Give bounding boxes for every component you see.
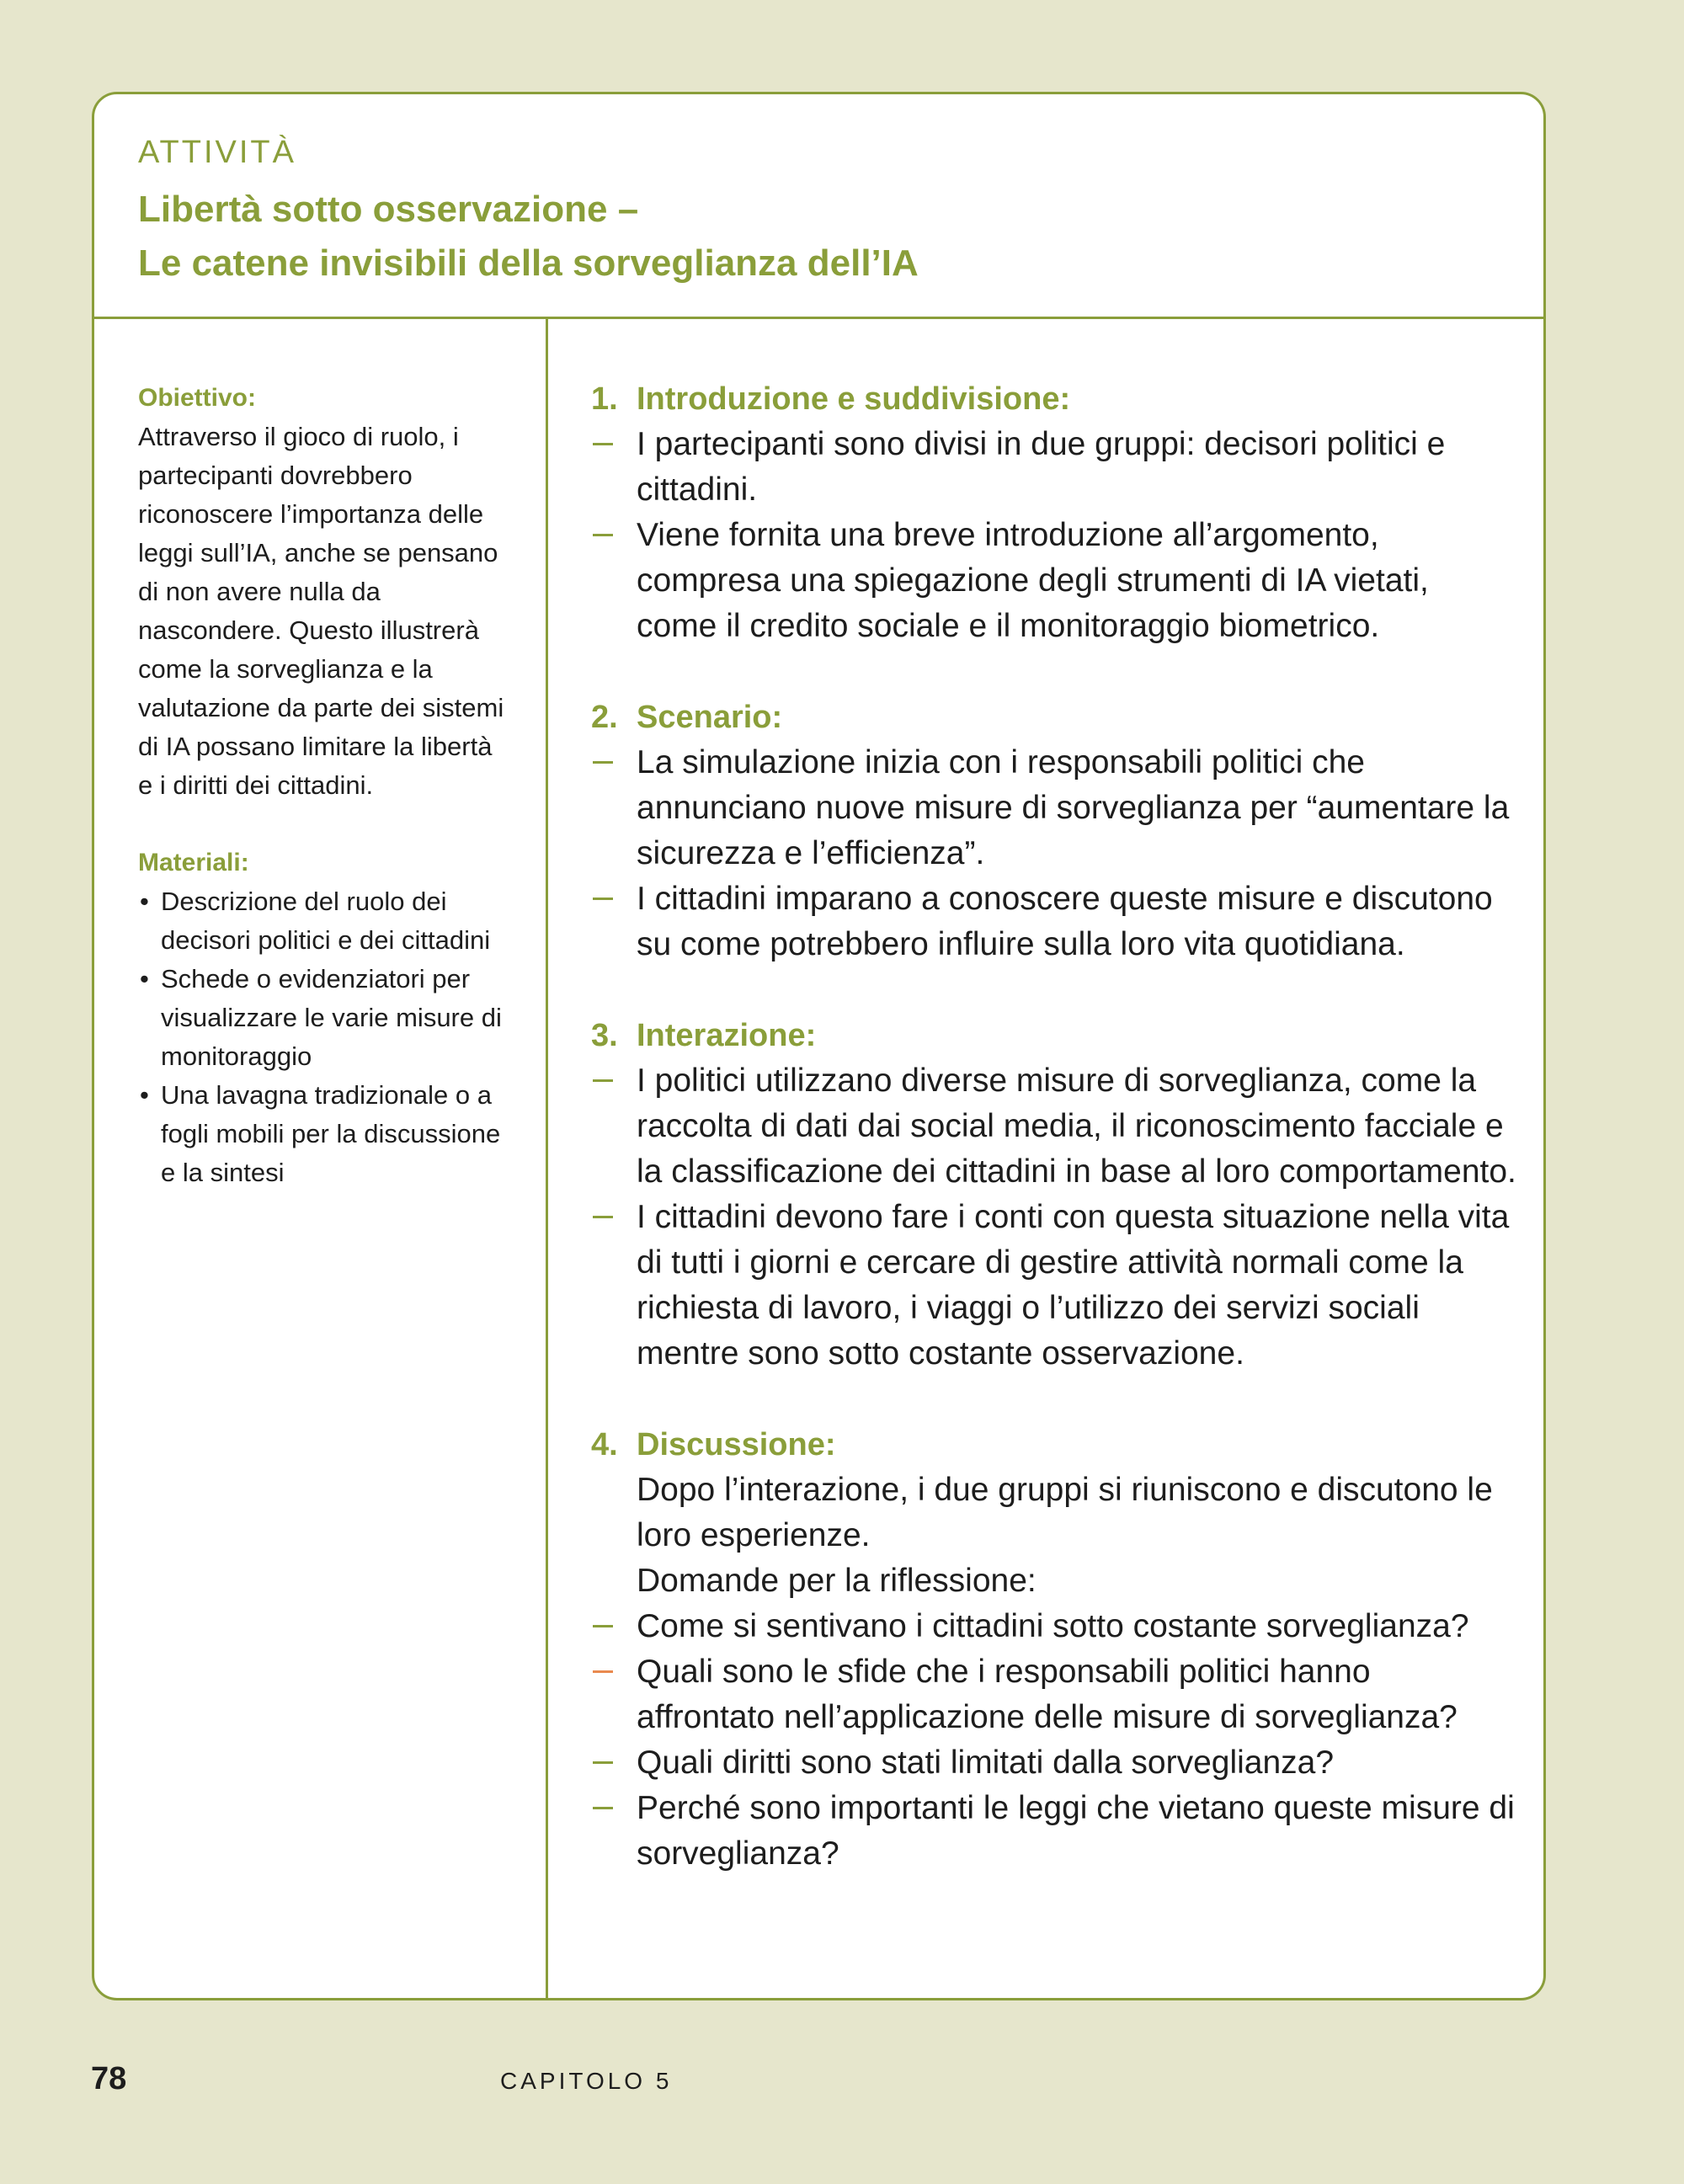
card-header (94, 94, 1543, 319)
dash-icon (593, 1761, 613, 1764)
step-number: 4. (591, 1427, 618, 1462)
list-item: I partecipanti sono divisi in due gruppi: decisori politici e cittadini. (591, 422, 1517, 513)
step-heading (591, 376, 1517, 422)
list-item: La simulazione inizia con i responsabili politici che annunciano nuove misure di sorveglianza per “aumentare la sicurezza e l’efficienza”. (591, 740, 1517, 876)
activity-title (138, 183, 919, 290)
step-items (591, 740, 1517, 967)
sidebar (138, 379, 509, 1192)
page-number: 78 (91, 2061, 127, 2096)
materials-list (138, 882, 509, 1192)
step-number: 1. (591, 381, 618, 417)
dash-icon (593, 1670, 613, 1673)
objective-text: Attraverso il gioco di ruolo, i partecipanti dovrebbero riconoscere l’importanza delle leggi sull’IA, anche se pensano di non avere nulla da nascondere. Questo illustrerà come la sorveglianza e la valutazione da parte dei sistemi di IA possano limitare la libertà e i diritti dei cittadini. (138, 422, 504, 800)
bullet-icon: • (140, 1080, 149, 1110)
step-number: 2. (591, 700, 618, 735)
dash-icon (593, 1216, 613, 1218)
title-line-2: Le catene invisibili della sorveglianza dell’IA (138, 242, 919, 284)
bullet-icon: • (140, 964, 149, 993)
step-items (591, 1058, 1517, 1377)
objective-section (138, 379, 509, 805)
dash-icon (593, 898, 613, 900)
dash-icon (593, 534, 613, 536)
step-3 (591, 1013, 1517, 1377)
step-items (591, 422, 1517, 649)
step-title: Discussione: (637, 1427, 836, 1462)
list-item: I politici utilizzano diverse misure di sorveglianza, come la raccolta di dati dai social media, il riconoscimento facciale e la classificazione dei cittadini in base al loro comportamento. (591, 1058, 1517, 1195)
dash-icon (593, 1625, 613, 1627)
dash-icon (593, 443, 613, 445)
step-heading (591, 1013, 1517, 1058)
step-4 (591, 1422, 1517, 1877)
chapter-label: CAPITOLO 5 (500, 2068, 673, 2094)
step-heading (591, 1422, 1517, 1468)
questions-label: Domande per la riflessione: (637, 1563, 1037, 1599)
list-item: Come si sentivano i cittadini sotto costante sorveglianza? (591, 1604, 1517, 1649)
step-title: Scenario: (637, 700, 783, 735)
step-number: 3. (591, 1018, 618, 1053)
objective-heading: Obiettivo: (138, 384, 256, 412)
list-item: Viene fornita una breve introduzione all’argomento, compresa una spiegazione degli strumenti di IA vietati, come il credito sociale e il monitoraggio biometrico. (591, 513, 1517, 649)
step-title: Interazione: (637, 1018, 817, 1053)
list-item: Quali sono le sfide che i responsabili politici hanno affrontato nell’applicazione delle misure di sorveglianza? (591, 1649, 1517, 1740)
materials-heading: Materiali: (138, 849, 249, 876)
list-item: • Descrizione del ruolo dei decisori politici e dei cittadini (138, 882, 509, 960)
list-item: I cittadini imparano a conoscere queste misure e discutono su come potrebbero influire sulla loro vita quotidiana. (591, 876, 1517, 967)
steps-column (591, 376, 1517, 1877)
list-item: Quali diritti sono stati limitati dalla sorveglianza? (591, 1740, 1517, 1786)
list-item: • Schede o evidenziatori per visualizzare le varie misure di monitoraggio (138, 960, 509, 1076)
materials-section (138, 844, 509, 1192)
step-heading (591, 695, 1517, 740)
discussion-intro: Dopo l’interazione, i due gruppi si riuniscono e discutono le loro esperienze. (637, 1472, 1493, 1553)
column-divider (546, 319, 548, 1998)
dash-icon (593, 1807, 613, 1809)
list-item: • Una lavagna tradizionale o a fogli mobili per la discussione e la sintesi (138, 1076, 509, 1192)
step-2 (591, 695, 1517, 967)
dash-icon (593, 1079, 613, 1082)
step-title: Introduzione e suddivisione: (637, 381, 1071, 417)
dash-icon (593, 761, 613, 764)
activity-label: ATTIVITÀ (138, 135, 296, 170)
list-item: Perché sono importanti le leggi che vietano queste misure di sorveglianza? (591, 1786, 1517, 1877)
activity-card (92, 92, 1546, 2000)
reflection-questions (591, 1604, 1517, 1877)
step-1 (591, 376, 1517, 649)
bullet-icon: • (140, 887, 149, 916)
list-item: I cittadini devono fare i conti con questa situazione nella vita di tutti i giorni e cercare di gestire attività normali come la richiesta di lavoro, i viaggi o l’utilizzo dei servizi sociali mentre sono sotto costante osservazione. (591, 1195, 1517, 1377)
title-line-1: Libertà sotto osservazione – (138, 189, 639, 230)
